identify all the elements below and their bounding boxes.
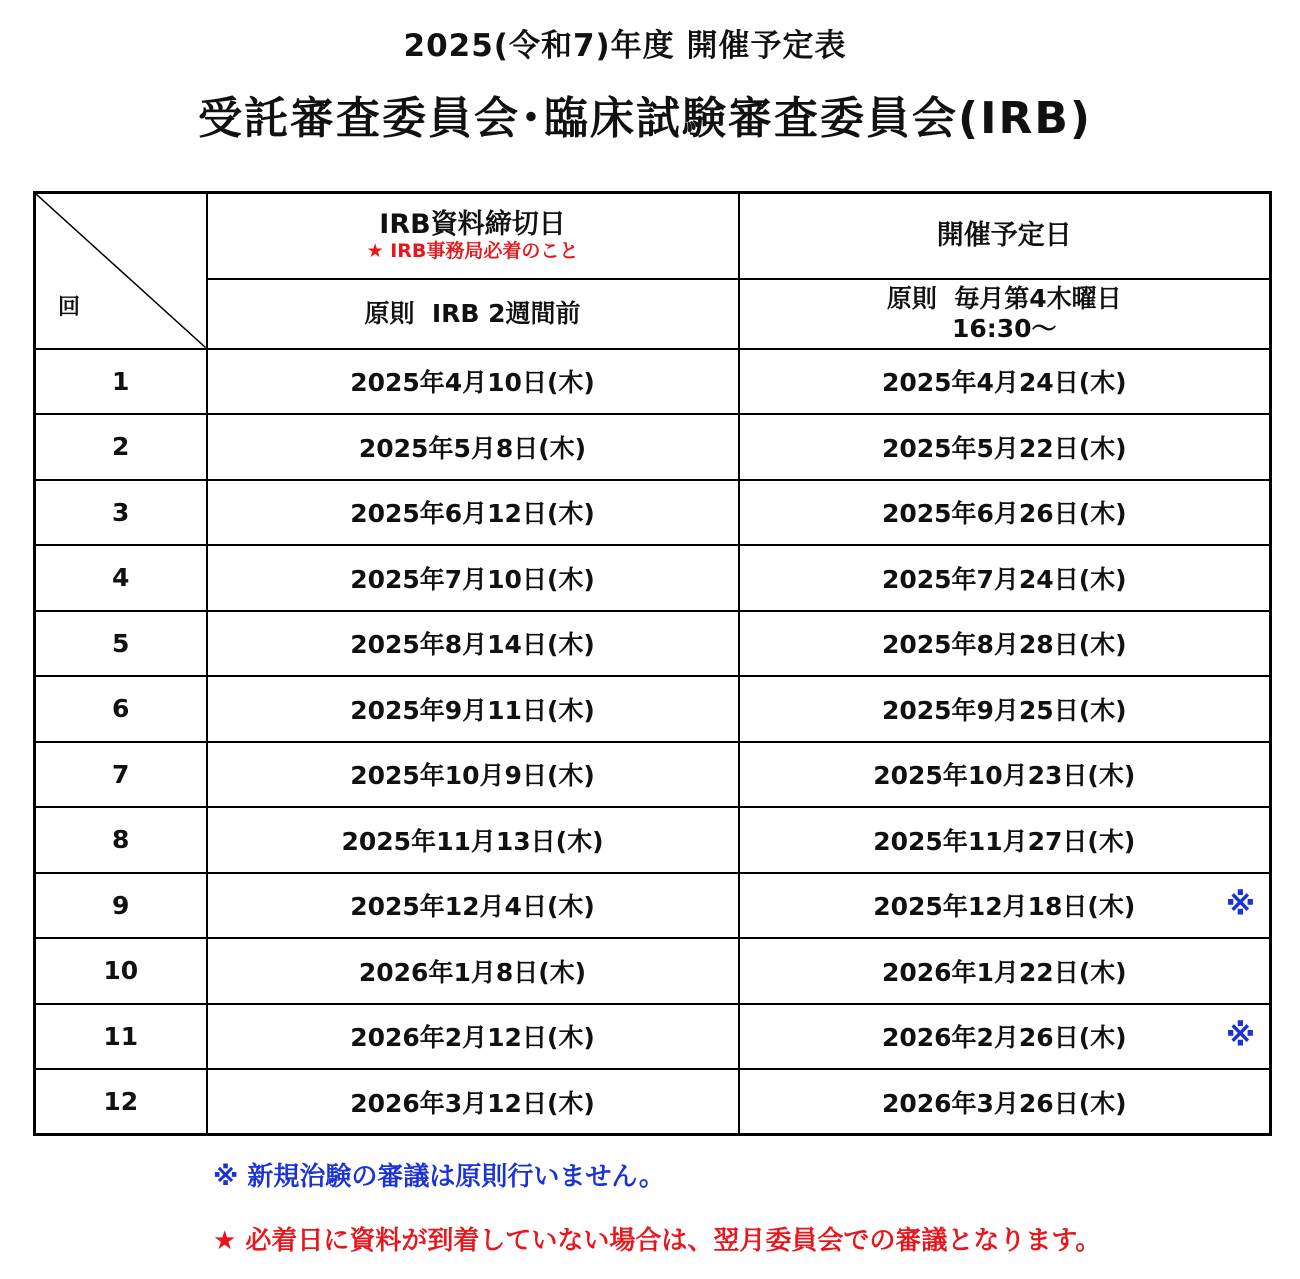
meeting-date-cell [739, 742, 1271, 808]
meeting-time-text: 16:30～ [951, 313, 1057, 343]
deadline-date: 2025年6月12日(木) [207, 480, 739, 546]
meeting-date-cell [739, 938, 1271, 1004]
table-row [35, 611, 1271, 677]
meeting-date-cell [739, 480, 1271, 546]
table-row [35, 742, 1271, 808]
deadline-date: 2026年3月12日(木) [207, 1069, 739, 1135]
meeting-date: 2025年11月27日(木) [873, 826, 1136, 856]
table-row [35, 349, 1271, 415]
meeting-date-cell [739, 545, 1271, 611]
meeting-date-cell [739, 807, 1271, 873]
reference-mark: ※ [1225, 887, 1255, 923]
meeting-date: 2025年12月18日(木) [873, 892, 1136, 922]
meeting-date: 2026年2月26日(木) [881, 1023, 1127, 1053]
meeting-date-cell [739, 873, 1271, 939]
meeting-date: 2025年10月23日(木) [873, 761, 1136, 791]
diagonal-line [36, 194, 206, 348]
deadline-date: 2025年12月4日(木) [207, 873, 739, 939]
round-number: 8 [35, 807, 207, 873]
meeting-date: 2025年4月24日(木) [881, 368, 1127, 398]
round-number: 4 [35, 545, 207, 611]
meeting-date: 2025年9月25日(木) [881, 695, 1127, 725]
meeting-header-cell [739, 193, 1271, 279]
meeting-date: 2026年3月26日(木) [881, 1088, 1127, 1118]
table-row [35, 676, 1271, 742]
deadline-date: 2025年11月13日(木) [207, 807, 739, 873]
meeting-date-cell [739, 414, 1271, 480]
deadline-date: 2025年4月10日(木) [207, 349, 739, 415]
round-number: 5 [35, 611, 207, 677]
meeting-date: 2025年8月28日(木) [881, 630, 1127, 660]
round-number: 9 [35, 873, 207, 939]
table-row [35, 1004, 1271, 1070]
table-row [35, 1069, 1271, 1135]
deadline-date: 2026年1月8日(木) [207, 938, 739, 1004]
meeting-rule-text: 原則 毎月第4木曜日 [886, 283, 1122, 313]
deadline-date: 2025年8月14日(木) [207, 611, 739, 677]
page-title: 受託審査委員会･臨床試験審査委員会(IRB) [197, 93, 1092, 144]
meeting-date-cell [739, 676, 1271, 742]
deadline-rule-text: 原則 IRB 2週間前 [364, 298, 581, 328]
table-row [35, 807, 1271, 873]
meeting-date-cell [739, 349, 1271, 415]
meeting-date-cell [739, 1004, 1271, 1070]
deadline-arrival-note: ★ IRB事務局必着のこと [366, 239, 579, 262]
reference-mark: ※ [1225, 1018, 1255, 1054]
round-number: 6 [35, 676, 207, 742]
meeting-rule-cell [739, 279, 1271, 349]
deadline-rule-cell [207, 279, 739, 349]
meeting-date: 2026年1月22日(木) [881, 957, 1127, 987]
round-number: 12 [35, 1069, 207, 1135]
deadline-column-title: IRB資料締切日 [379, 208, 566, 240]
round-number: 3 [35, 480, 207, 546]
round-number: 2 [35, 414, 207, 480]
deadline-date: 2025年10月9日(木) [207, 742, 739, 808]
round-number: 7 [35, 742, 207, 808]
table-row [35, 480, 1271, 546]
deadline-header-cell [207, 193, 739, 279]
note-late-submission: ★ 必着日に資料が到着していない場合は、翌月委員会での審議となります。 [213, 1226, 1102, 1256]
deadline-date: 2025年9月11日(木) [207, 676, 739, 742]
meeting-date-cell [739, 611, 1271, 677]
note-no-new-trials: ※ 新規治験の審議は原則行いません。 [213, 1162, 665, 1192]
deadline-date: 2026年2月12日(木) [207, 1004, 739, 1070]
round-number: 11 [35, 1004, 207, 1070]
page-subtitle: 2025(令和7)年度 開催予定表 [403, 28, 847, 64]
round-column-label: 回 [58, 295, 81, 320]
table-row [35, 545, 1271, 611]
meeting-column-title: 開催予定日 [936, 219, 1072, 251]
table-row [35, 414, 1271, 480]
deadline-date: 2025年5月8日(木) [207, 414, 739, 480]
round-number: 1 [35, 349, 207, 415]
table-row [35, 873, 1271, 939]
round-number: 10 [35, 938, 207, 1004]
meeting-date: 2025年5月22日(木) [881, 433, 1127, 463]
table-row [35, 938, 1271, 1004]
deadline-date: 2025年7月10日(木) [207, 545, 739, 611]
meeting-date: 2025年6月26日(木) [881, 499, 1127, 529]
schedule-table [33, 191, 1272, 1136]
meeting-date-cell [739, 1069, 1271, 1135]
corner-header-cell [35, 193, 207, 349]
meeting-date: 2025年7月24日(木) [881, 564, 1127, 594]
